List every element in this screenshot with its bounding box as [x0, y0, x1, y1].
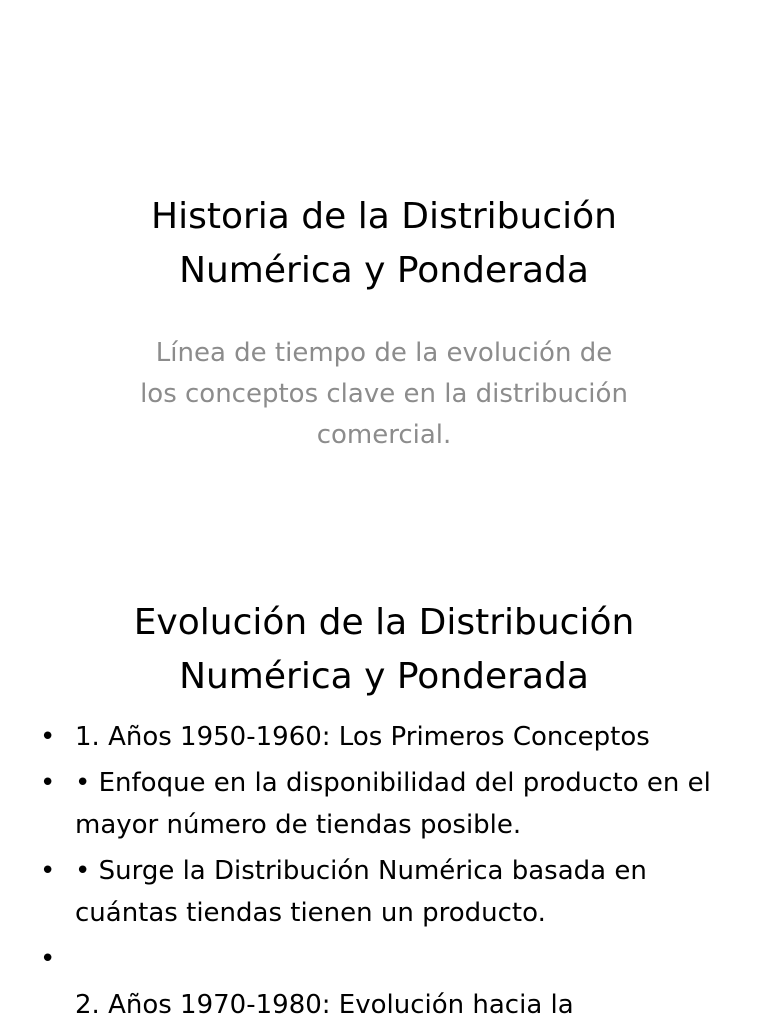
bullet-item — [40, 762, 730, 846]
slide-1-subtitle — [110, 333, 658, 456]
bullet-text: • Enfoque en la disponibilidad del producto en el mayor número de tiendas posible. — [75, 768, 711, 840]
slide-1-subtitle-line-1: Línea de tiempo de la evolución de — [155, 338, 613, 368]
bullet-text: 2. Años 1970-1980: Evolución hacia la — [75, 990, 574, 1020]
bullet-text — [75, 938, 730, 980]
slide-1-subtitle-line-3: comercial. — [316, 420, 452, 450]
bullet-dot-icon: • — [40, 768, 56, 798]
bullet-item — [40, 938, 730, 980]
bullet-list — [40, 716, 730, 1030]
slide-1-title-line-1: Historia de la Distribución — [151, 196, 617, 237]
bullet-item — [40, 984, 730, 1026]
bullet-dot-icon: • — [40, 944, 56, 974]
bullet-dot-icon: • — [40, 722, 56, 752]
bullet-item — [40, 716, 730, 758]
slide-1-title — [40, 190, 728, 298]
bullet-text: • Surge la Distribución Numérica basada en cuántas tiendas tienen un producto. — [75, 856, 647, 928]
slide-2-title — [40, 596, 728, 704]
slide-2-title-line-2: Numérica y Ponderada — [179, 656, 589, 697]
bullet-text: 1. Años 1950-1960: Los Primeros Conceptos — [75, 722, 650, 752]
slide-title — [0, 0, 768, 512]
bullet-item — [40, 850, 730, 934]
slide-content — [0, 512, 768, 1024]
slide-1-subtitle-line-2: los conceptos clave en la distribución — [140, 379, 628, 409]
bullet-dot-icon: • — [40, 856, 56, 886]
slide-2-title-line-1: Evolución de la Distribución — [133, 602, 635, 643]
slide-1-title-line-2: Numérica y Ponderada — [179, 250, 589, 291]
